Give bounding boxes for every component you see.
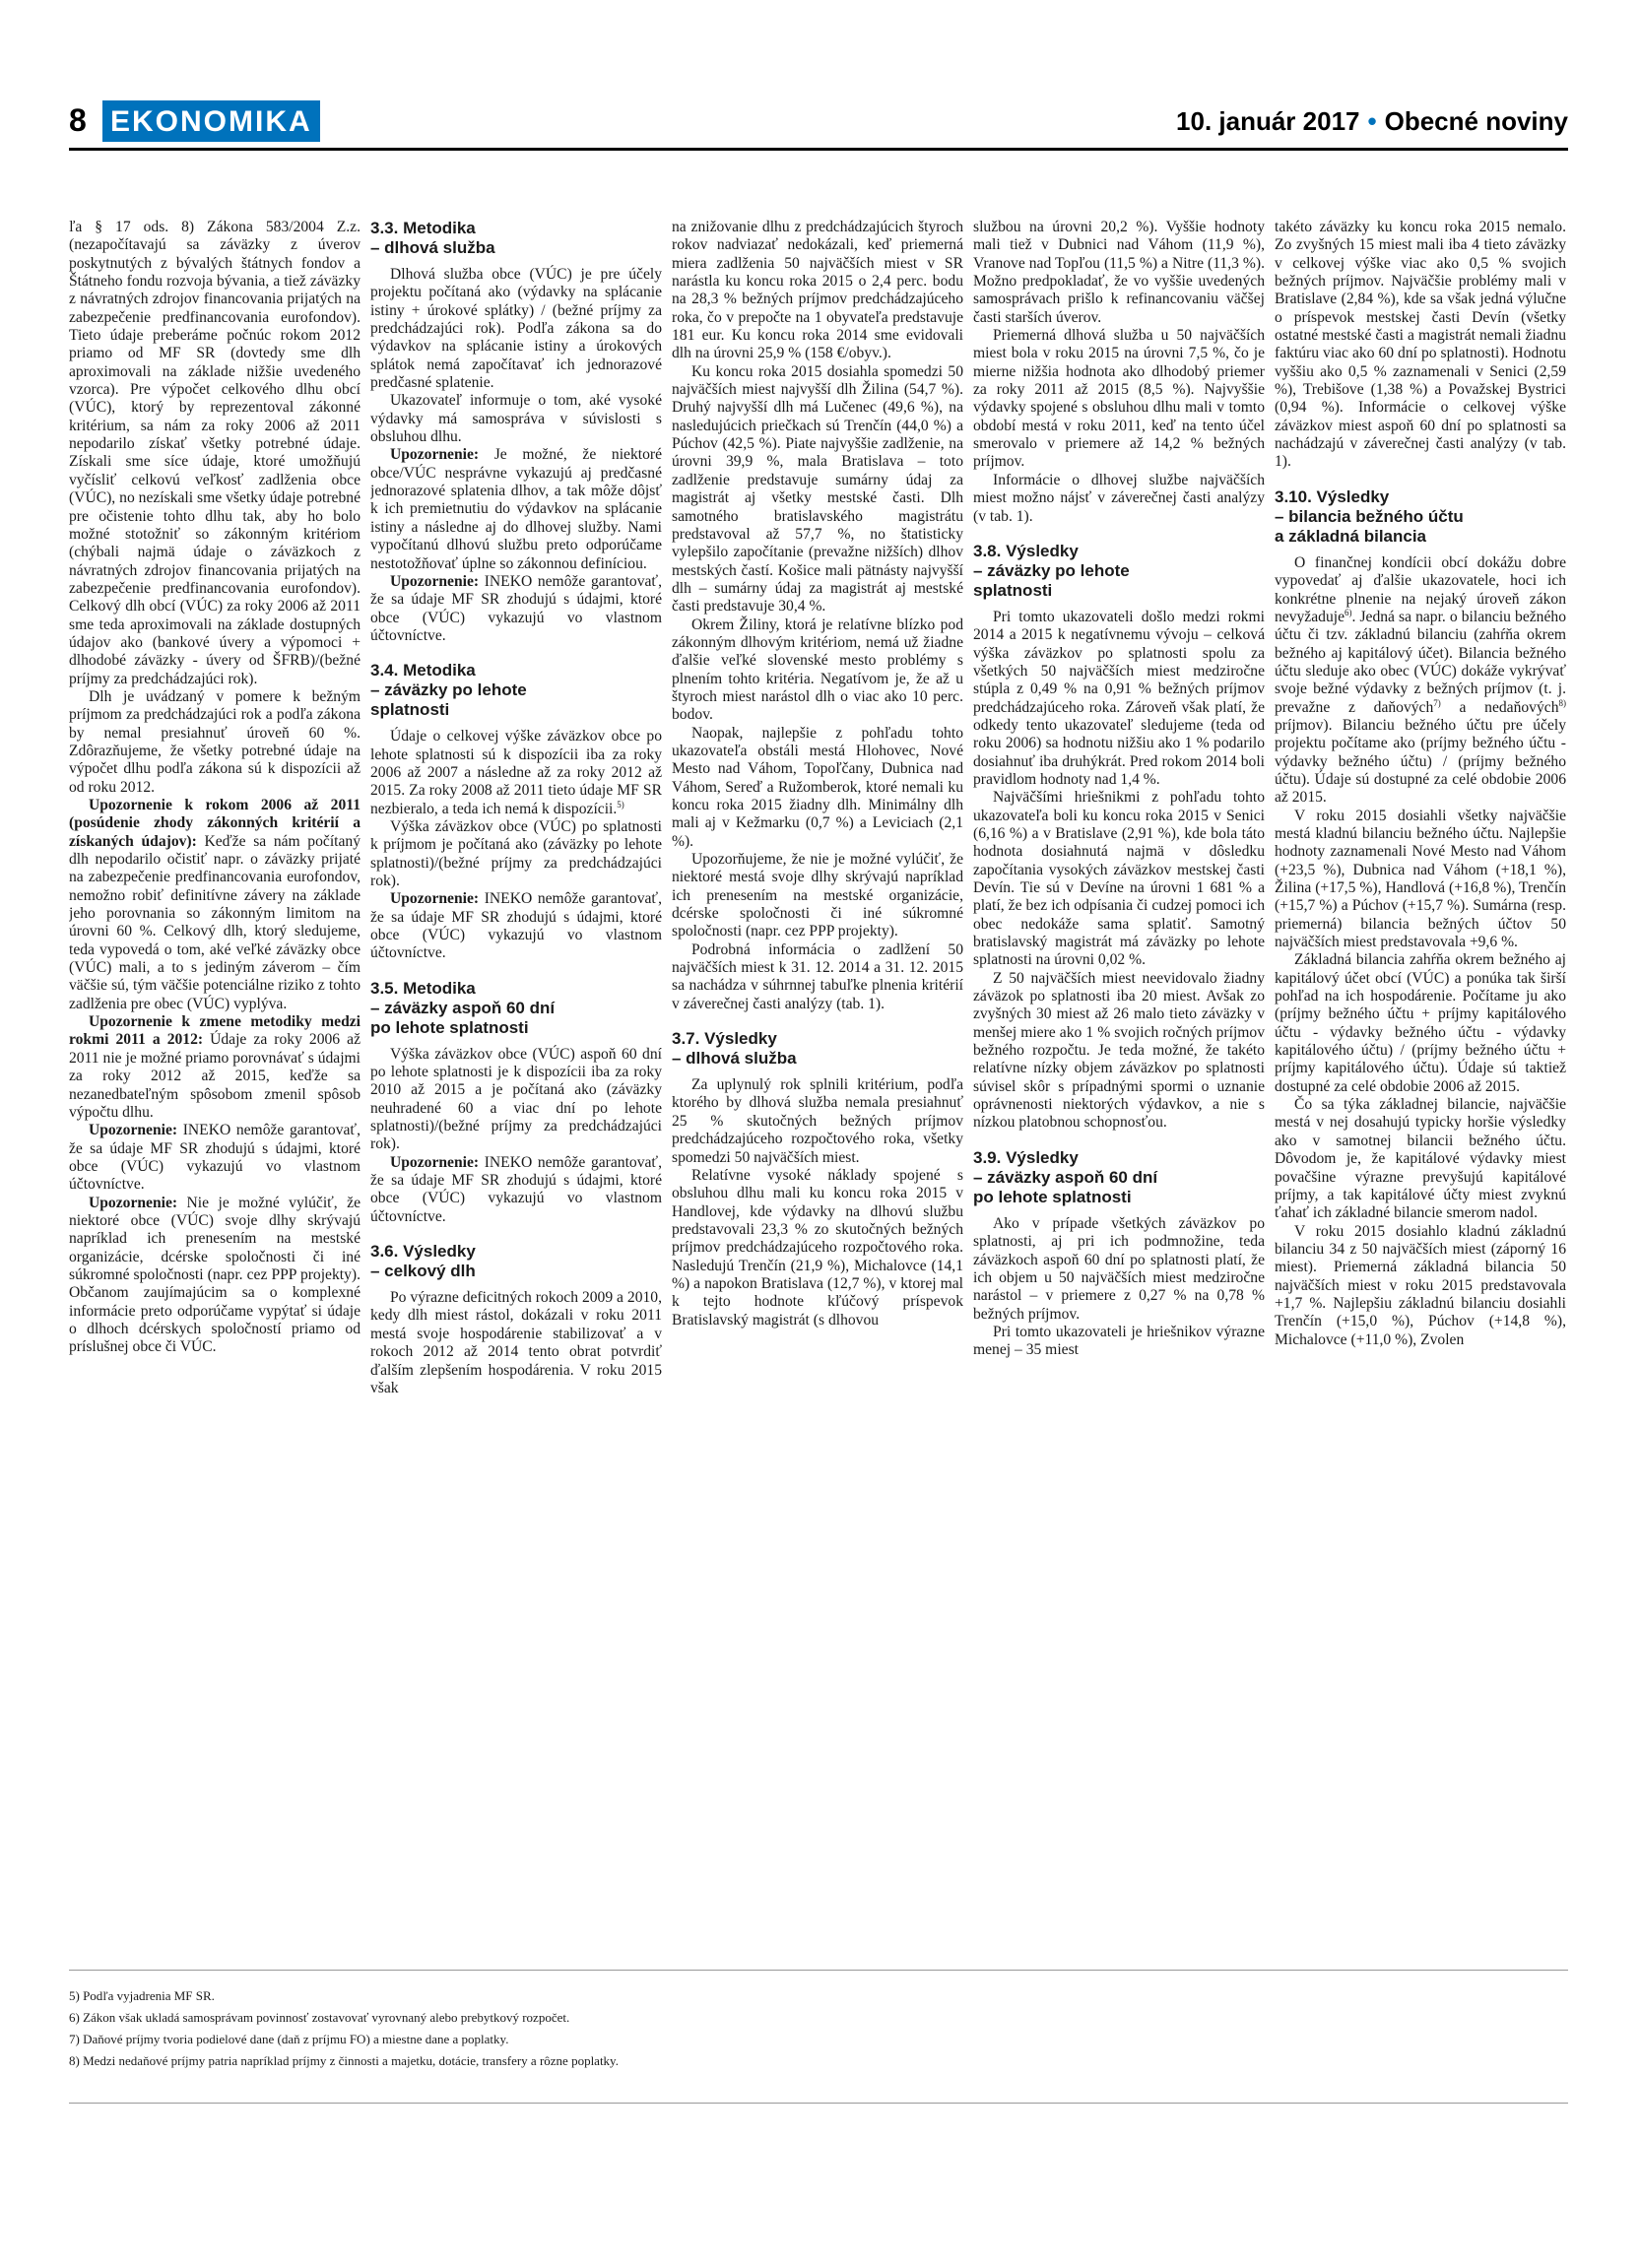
footnote-rule [69,1970,1568,1971]
paragraph [370,1154,662,1226]
notice-label: Upozornenie: [390,1153,480,1171]
paragraph [69,797,361,1013]
paragraph: ľa § 17 ods. 8) Zákona 583/2004 Z.z. (nezapočítavajú sa záväzky z úverov poskytnutých z bývalých štátnych fondov a Štátneho fondu rozvoja bývania, a tiež záväzky z návratných zdrojov financovania prijatých na zabezpečenie predfinancovania eurofondov). Tieto údaje preberáme počnúc rokom 2012 priamo od MF SR (dovtedy sme dlh aproximovali na základe nižšie uvedeného vzorca). Pre výpočet celkového dlhu obcí (VÚC), ktorý by reprezentoval zákonné kritérium, sa nám za roky 2006 až 2011 nepodarilo získať všetky potrebné údaje. Získali sme síce údaje, ktoré umožňujú vyčísliť celkovú veľkosť zadlženia obce (VÚC), no nezískali sme všetky údaje potrebné pre očistenie tohto dlhu tak, aby ho bolo možné stotožniť so zákonným kritériom (chýbali najmä údaje o záväzkoch z návratných zdrojov financovania prijatých na zabezpečenie predfinancovania eurofondov). Celkový dlh obcí (VÚC) za roky 2006 až 2011 sme teda aproximovali na základe dostupných údajov ako (bankové úvery a výpomoci + dlhodobé záväzky - úvery od ŠFRB)/(bežné príjmy za predchádzajúci rok). [69,219,361,687]
paragraph: službou na úrovni 20,2 %). Vyššie hodnoty mali tiež v Dubnici nad Váhom (11,9 %), Vranove nad Topľou (11,5 %) a Nitre (11,3 %). Možno predpokladať, že vo vyššie uvedených samosprávach prišlo k refinancovaniu väčšej časti starších úverov. [973,219,1265,326]
paragraph: Okrem Žiliny, ktorá je relatívne blízko pod zákonným dlhovým kritériom, nemá už žiadne ďalšie veľké slovenské mesto problémy s plnením tohto kritéria. Negatívom je, že až u štyroch miest narástol dlh o viac ako 10 perc. bodov. [672,616,963,724]
notice-label: Upozornenie: [89,1194,178,1211]
paragraph: Dlhová služba obce (VÚC) je pre účely projektu počítaná ako (výdavky na splácanie istiny + úrokové splátky) / (bežné príjmy za predchádzajúci rok). Podľa zákona sa do výdavkov na splácanie istiny a úrokových splátok nemá započítavať ich jednorazové predčasné splatenie. [370,266,662,392]
paragraph: na znižovanie dlhu z predchádzajúcich štyroch rokov nadviazať nedokázali, keď priemerná miera zadlženia 50 najväčších miest v SR narástla ku koncu roka 2015 o 2,4 perc. bodu na 28,3 % bežných príjmov predchádzajúceho roka, čo v prepočte na 1 obyvateľa predstavuje 181 eur. Ku koncu roka 2014 sme evidovali dlh na úrovni 25,9 % (158 €/obyv.). [672,219,963,362]
article-columns [69,219,1568,1952]
paragraph: Naopak, najlepšie z pohľadu tohto ukazovateľa obstáli mestá Hlohovec, Nové Mesto nad Váhom, Topoľčany, Dubnica nad Váhom, Sereď a Ružomberok, ktoré nemali ku koncu roka 2015 žiadny dlh. Minimálny dlh mali aj v Kežmarku (0,7 %) a Leviciach (2,1 %). [672,724,963,850]
heading-line: 3.4. Metodika [370,661,476,680]
paragraph: Priemerná dlhová služba u 50 najväčších miest bola v roku 2015 na úrovni 7,5 %, čo je mierne nižšia hodnota ako dlhodobý priemer za roky 2011 až 2015 (8,5 %). Najvyššie výdavky spojené s obsluhou dlhu mali v tomto období mestá v roku 2011, keď na tento účel smerovalo v priemere až 14,2 % bežných príjmov. [973,327,1265,471]
paragraph-text: Keďže sa nám počítaný dlh nepodarilo očistiť napr. o záväzky prijaté na zabezpečenie predfinancovania eurofondov, nemožno robiť definitívne závery na základe jeho porovnania so zákonným limitom na úrovni 60 %. Celkový dlh, ktorý sledujeme, teda vypovedá o tom, aké veľké záväzky obce (VÚC) mali, a to s jediným záverom – čím väčšie sú, tým väčšie potenciálne riziko z tohto zadlženia pre obec (VÚC) vyplýva. [69,832,361,1012]
heading-line: – záväzky aspoň 60 dní [973,1167,1158,1187]
section-heading [672,1029,963,1069]
paragraph: V roku 2015 dosiahli všetky najväčšie mestá kladnú bilanciu bežného účtu. Najlepšie hodnoty zaznamenali Nové Mesto nad Váhom (+23,5 %), Dubnica nad Váhom (+18,1 %), Žilina (+17,5 %), Handlová (+16,8 %), Trenčín (+15,7 %) a Púchov (+15,7 %). Sumárna (resp. priemerná) bilancia bežných účtov 50 najväčších miest predstavovala +9,6 %. [1275,807,1566,951]
paragraph-text: INEKO nemôže garantovať, že sa údaje MF SR zhodujú s údajmi, ktoré obce (VÚC) vykazujú vo vlastnom účtovníctve. [370,572,662,644]
heading-line: 3.8. Výsledky [973,541,1079,560]
paragraph [370,446,662,572]
notice-label: Upozornenie: [89,1122,178,1139]
paragraph-text: INEKO nemôže garantovať, že sa údaje MF SR zhodujú s údajmi, ktoré obce (VÚC) vykazujú vo vlastnom účtovníctve. [370,1153,662,1225]
section-heading [370,979,662,1038]
paragraph: Ukazovateľ informuje o tom, aké vysoké výdavky má samospráva v súvislosti s obsluhou dlhu. [370,392,662,446]
page-number: 8 [69,102,87,138]
column-5 [1275,219,1566,1952]
paragraph-text: a nedaňových [1440,698,1559,716]
heading-line: po lehote splatnosti [370,1017,529,1037]
heading-line: – záväzky po lehote [973,560,1130,580]
paragraph-text: príjmov). Bilanciu bežného účtu pre účely projektu počítame ako (príjmy bežného účtu - výdavky bežného účtu) / (príjmy bežného účtu). Údaje sú dostupné za celé obdobie 2006 až 2015. [1275,716,1566,807]
paragraph-text: INEKO nemôže garantovať, že sa údaje MF SR zhodujú s údajmi, ktoré obce (VÚC) vykazujú vo vlastnom účtovníctve. [370,890,662,962]
paragraph: Základná bilancia zahŕňa okrem bežného aj kapitálový účet obcí (VÚC) a ponúka tak širší pohľad na ich hospodárenie. Počítame ju ako (príjmy bežného účtu + príjmy kapitálového účtu - výdavky bežného účtu - výdavky kapitálového účtu) / (príjmy bežného účtu + príjmy kapitálového účtu). Údaje sú taktiež dostupné za celé obdobie 2006 až 2015. [1275,951,1566,1095]
separator-dot: • [1367,106,1377,136]
footnote: 6) Zákon však ukladá samosprávam povinnosť zostavovať vyrovnaný alebo prebytkový rozpočet. [69,2010,570,2025]
paragraph [69,1122,361,1194]
paragraph-text: INEKO nemôže garantovať, že sa údaje MF SR zhodujú s údajmi, ktoré obce (VÚC) vykazujú vo vlastnom účtovníctve. [69,1122,361,1194]
paragraph: Za uplynulý rok splnili kritérium, podľa ktorého by dlhová služba nemala presiahnuť 25 % skutočných bežných príjmov predchádzajúceho rozpočtového roka, všetky spomedzi 50 najväčších miest. [672,1076,963,1166]
paragraph: Najväčšími hriešnikmi z pohľadu tohto ukazovateľa boli ku koncu roka 2015 v Senici (6,16 %) a v Bratislave (2,91 %), kde bola táto hodnota dosiahnutá najmä v dôsledku započítania vysokých záväzkov mestskej časti Devín. Tie sú v Devíne na úrovni 1 681 % a platí, že bez ich odpísania či cudzej pomoci ich obec nedokáže sama splatiť. Samotný bratislavský magistrát má záväzky po lehote splatnosti na úrovni 0,02 %. [973,789,1265,969]
footnote: 8) Medzi nedaňové príjmy patria napríklad príjmy z činnosti a majetku, dotácie, transfery a rôzne poplatky. [69,2053,619,2068]
paragraph: Relatívne vysoké náklady spojené s obsluhou dlhu mali ku koncu roka 2015 v Handlovej, kde výdavky na dlhovú službu predstavovali 23,3 % zo skutočných bežných príjmov predchádzajúceho rozpočtového roka. Nasledujú Trenčín (21,9 %), Michalovce (14,1 %) a napokon Bratislava (12,7 %), v ktorej mal k tejto hodnote kľúčový príspevok Bratislavský magistrát (s dlhovou [672,1166,963,1328]
paragraph-text: . Jedná sa napr. o bilanciu bežného účtu či tzv. základnú bilanciu (zahŕňa okrem bežného aj kapitálový účet). Bilancia bežného účtu sleduje ako obec (VÚC) dokáže vykrývať svoje bežné výdavky z bežných príjmov (t. j. prevažne z daňových [1275,608,1566,716]
paragraph: Ako v prípade všetkých záväzkov po splatnosti, aj pri ich podmnožine, teda záväzkoch aspoň 60 dní po splatnosti platí, že ich objem u 50 najväčších miest medziročne narástol – v priemere z 0,27 % na 0,78 % bežných príjmov. [973,1214,1265,1323]
section-heading [370,661,662,720]
paragraph-text: Je možné, že niektoré obce/VÚC nesprávne vykazujú aj predčasné jednorazové splatenia dlhov, a tak môže dôjsť k ich premietnutiu do výdavkov na splácanie istiny a následne aj do dlhovej služby. Nami vypočítanú dlhovú službu preto odporúčame nestotožňovať úplne so zákonnou definíciou. [370,446,662,572]
footnote-ref: 6) [1345,607,1352,617]
footnote-ref: 5) [617,799,624,810]
notice-label: Upozornenie: [390,572,480,590]
paragraph: Podrobná informácia o zadlžení 50 najväčších miest k 31. 12. 2014 a 31. 12. 2015 sa nachádza v súhrnnej tabuľke plnenia kritérií v záverečnej časti analýzy (tab. 1). [672,940,963,1012]
notice-label: Upozornenie: [390,890,480,908]
section-heading [1275,487,1566,547]
paragraph [69,1013,361,1122]
heading-line: a základná bilancia [1275,526,1427,546]
paragraph [370,573,662,645]
paragraph: Výška záväzkov obce (VÚC) po splatnosti k príjmom je počítaná ako (záväzky po lehote splatnosti)/(bežné príjmy za predchádzajúci rok). [370,817,662,889]
column-3 [672,219,963,1952]
paragraph: Výška záväzkov obce (VÚC) aspoň 60 dní po lehote splatnosti je k dispozícii iba za roky 2010 až 2015 a je počítaná ako (záväzky neuhradené 60 a viac dní po lehote splatnosti)/(bežné príjmy za predchádzajúci rok). [370,1045,662,1153]
heading-line: splatnosti [973,580,1053,600]
notice-label: Upozornenie: [390,446,480,464]
bottom-rule [69,2103,1568,2104]
column-4 [973,219,1265,1952]
section-heading [370,1242,662,1281]
paragraph [69,1195,361,1357]
notice-label: Upozornenie k rokom 2006 až 2011 (posúdenie zhody zákonných kritérií a získaných údajov): [69,797,361,850]
heading-line: – celkový dlh [370,1262,476,1281]
heading-line: 3.6. Výsledky [370,1242,476,1262]
heading-line: 3.10. Výsledky [1275,486,1390,506]
column-2 [370,219,662,1952]
heading-line: – dlhová služba [370,238,495,257]
footnote-ref: 8) [1558,697,1566,708]
paragraph: Informácie o dlhovej službe najväčších miest možno nájsť v záverečnej časti analýzy (v tab. 1). [973,471,1265,525]
paragraph: Pri tomto ukazovateli je hriešnikov výrazne menej – 35 miest [973,1323,1265,1359]
footnote-ref: 7) [1433,697,1441,708]
paragraph: V roku 2015 dosiahlo kladnú základnú bilanciu 34 z 50 najväčších miest (záporný 16 miest). Priemerná základná bilancia 50 najväčších miest v roku 2015 predstavovala +1,7 %. Najlepšiu základnú bilanciu dosiahli Trenčín (+15,0 %), Púchov (+14,8 %), Michalovce (+11,0 %), Zvolen [1275,1222,1566,1348]
paragraph-text: O finančnej kondícii obcí dokážu dobre vypovedať aj ďalšie ukazovatele, hoci ich konkrétne plnenie na nejaký úroveň zákon nevyžaduje [1275,553,1566,625]
publication-name: Obecné noviny [1384,106,1568,136]
paragraph-text: Nie je možné vylúčiť, že niektoré obce (VÚC) svoje dlhy skrývajú napríklad ich prenesením na mestské organizácie, dcérske spoločnosti či iné súkromné spoločnosti (napr. cez PPP projekty). Občanom zaujímajúcim sa o komplexné informácie preto odporúčame vypýtať si údaje o dlhoch dcérskych spoločností priamo od príslušnej obce či VÚC. [69,1194,361,1356]
paragraph: Upozorňujeme, že nie je možné vylúčiť, že niektoré mestá svoje dlhy skrývajú napríklad ich prenesením na mestské organizácie, dcérske spoločnosti či iné súkromné spoločnosti (napr. cez PPP projekty). [672,851,963,940]
heading-line: – dlhová služba [672,1049,797,1069]
heading-line: 3.7. Výsledky [672,1029,777,1049]
heading-line: – bilancia bežného účtu [1275,506,1464,526]
heading-line: splatnosti [370,700,450,720]
heading-line: 3.3. Metodika [370,219,476,237]
paragraph-text: Údaje za roky 2006 až 2011 nie je možné priamo porovnávať s údajmi za roky 2012 až 2015, keďže sa nezanedbateľným spôsobom zmenil spôsob výpočtu dlhu. [69,1031,361,1121]
column-1 [69,219,361,1952]
issue-date: 10. január 2017 [1176,106,1360,136]
footnote: 7) Daňové príjmy tvoria podielové dane (daň z príjmu FO) a miestne dane a poplatky. [69,2032,509,2046]
section-heading [973,1148,1265,1207]
paragraph: Dlh je uvádzaný v pomere k bežným príjmom za predchádzajúci rok a podľa zákona by nemal presiahnuť úroveň 60 %. Zdôrazňujeme, že všetky potrebné údaje na výpočet dlhu podľa zákona sú k dispozícii až od roku 2012. [69,687,361,796]
footnotes [69,1985,1054,2072]
heading-line: po lehote splatnosti [973,1187,1132,1206]
heading-line: – záväzky po lehote [370,680,527,700]
page-header [69,97,1568,148]
paragraph [370,728,662,818]
section-label: EKONOMIKA [102,100,320,142]
paragraph-text: Údaje o celkovej výške záväzkov obce po lehote splatnosti sú k dispozícii iba za roky 2006 až 2007 a následne až za roky 2012 až 2015. Za roky 2008 až 2011 tieto údaje MF SR nezbieralo, a teda ich nemá k dispozícii. [370,728,662,817]
section-heading [973,542,1265,601]
paragraph: Z 50 najväčších miest neevidovalo žiadny záväzok po splatnosti iba 20 miest. Avšak zo zvyšných 30 miest až 26 malo tieto záväzky v menšej miere ako 1 % svojich ročných príjmov bežného rozpočtu. Je teda možné, že takéto relatívne nízky objem záväzkov po splatnosti súvisel skôr s prípadnými spormi o uznanie oprávnenosti niektorých výdavkov, a nie s nízkou platobnou schopnosťou. [973,969,1265,1132]
paragraph: Čo sa týka základnej bilancie, najväčšie mestá v nej dosahujú typicky horšie výsledky ako v samotnej bilancii bežného účtu. Dôvodom je, že kapitálové výdavky miest povačšine výrazne prevyšujú kapitálové príjmy, a tak kapitálové účty miest zvyknú ťahať ich základné bilancie smerom nadol. [1275,1096,1566,1222]
paragraph: Ku koncu roka 2015 dosiahla spomedzi 50 najväčších miest najvyšší dlh Žilina (54,7 %). Druhý najvyšší dlh má Lučenec (49,6 %), na nasledujúcich priečkach sú Trenčín (44,0 %) a Púchov (42,5 %). Piate najvyššie zadlženie, na úrovni 39,9 %, mala Bratislava – toto zadlženie predstavuje sumárny údaj za magistrát aj všetky mestské časti. Dlh samotného bratislavského magistrátu predstavoval až 57,7 %, no štatisticky vylepšilo započítanie (prevažne nižších) dlhov mestských častí. Košice mali pätnásty najvyšší dlh – sumárny údaj za magistrát aj mestské časti predstavuje 30,4 %. [672,362,963,616]
paragraph: takéto záväzky ku koncu roka 2015 nemalo. Zo zvyšných 15 miest mali iba 4 tieto záväzky v celkovej výške viac ako 0,5 % svojich bežných príjmov. Najväčšie problémy mali v Bratislave (2,84 %), kde sa však jedná výlučne o príspevok mestskej časti Devín (všetky ostatné mestské časti a magistrát nemali žiadnu faktúru viac ako 60 dní po splatnosti). Hodnotu vyššiu ako 0,5 % zaznamenali v Senici (2,59 %), Trebišove (1,38 %) a Považskej Bystrici (0,94 %). Informácie o celkovej výške záväzkov miest aspoň 60 dní po splatnosti sa nachádzajú v záverečnej časti analýzy (v tab. 1). [1275,219,1566,471]
issue-line [1176,106,1568,137]
heading-line: – záväzky aspoň 60 dní [370,998,556,1017]
header-rule [69,148,1568,151]
section-heading [370,219,662,258]
heading-line: 3.9. Výsledky [973,1147,1079,1167]
paragraph: Po výrazne deficitných rokoch 2009 a 2010, kedy dlh miest rástol, dokázali v roku 2011 mestá svoje hospodárenie stabilizovať a v rokoch 2012 až 2014 tento obrat potvrdiť ďalším zlepšením hospodárenia. V roku 2015 však [370,1289,662,1396]
notice-label: Upozornenie k zmene metodiky medzi rokmi 2011 a 2012: [69,1013,361,1049]
paragraph [370,890,662,962]
heading-line: 3.5. Metodika [370,978,476,998]
paragraph [1275,554,1566,808]
footnote: 5) Podľa vyjadrenia MF SR. [69,1988,215,2003]
paragraph: Pri tomto ukazovateli došlo medzi rokmi 2014 a 2015 k negatívnemu vývoju – celková výška záväzkov po splatnosti spolu za všetkých 50 najväčších miest medziročne stúpla z 0,49 % na 0,91 % bežných príjmov predchádzajúceho roka. Zároveň však platí, že odkedy tento ukazovateľ sledujeme (teda od roku 2006) sa hodnotu nižšiu ako 1 % podarilo dosiahnuť iba druhýkrát. Pred rokom 2014 boli pravidlom hodnoty nad 1,4 %. [973,608,1265,788]
